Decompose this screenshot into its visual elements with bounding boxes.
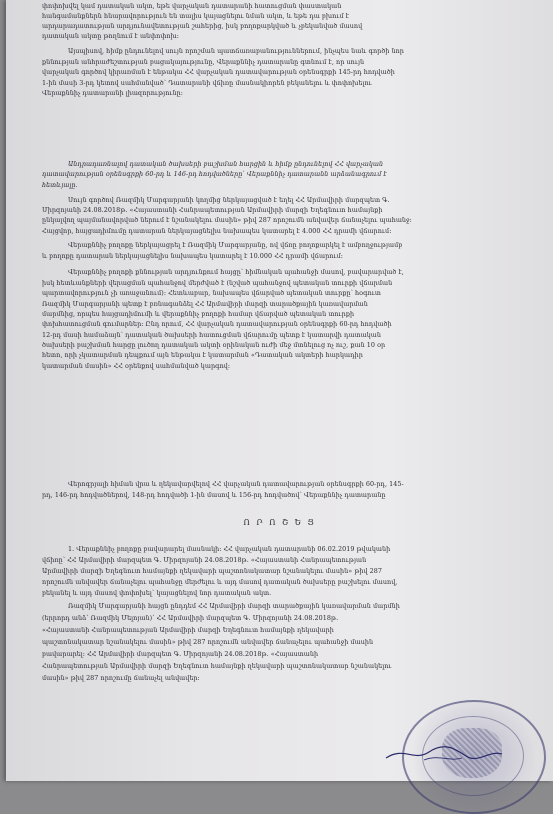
- text-line: հետո, որի չկատարման դեպքում այն ենթակա է կատարման «Դատական ակտերի հարկադիր: [42, 351, 363, 359]
- text-line: Վերաքննիչ բողոքը ներկայացրել է Ռազմիկ Մարգարյանը, ով վճռը բողոքարկել է ամբողջությամբ: [68, 241, 403, 249]
- text-line: Վերաքննիչ դատարանի լիազորությունը:: [42, 89, 183, 97]
- text-line: 1-ին մասի 3-րդ կետով սահմանված՝ Դատարանի վճիռը մասնակիորեն բեկանելու և փոփոխելու: [42, 79, 372, 87]
- text-line: փոխհատուցման գումարներ: Ընդ որում, ՀՀ վարչական դատավարության օրենսգրքի 60-րդ հոդվածի: [42, 320, 392, 328]
- text-line: Ռազմիկ Մարգարյանի հայցն ընդդեմ ՀՀ Արմավիրի մարզի տարածքային կառավարման մարմնի: [68, 602, 400, 610]
- text-line: Անդրադառնալով դատական ծախսերի բաշխման հարցին և հիմք ընդունելով ՀՀ վարչական: [68, 160, 384, 168]
- text-line: բեկանել և այդ մասով փոփոխել՝ կայացնելով նոր դատական ակտ.: [42, 589, 272, 597]
- text-line: Հայցվոր, հայցադիմումը դատարան ներկայացնելիս նախապես կատարել է 4.000 ՀՀ դրամի վճարում:: [42, 227, 392, 235]
- text-line: մասին» թիվ 287 որոշումը ճանաչել անվավեր:: [42, 674, 200, 682]
- text-line: մարմնից, որպես հայցադիմումի և վերաքննիչ բողոքի համար վճարված պետական տուրքի: [42, 310, 355, 318]
- text-line: ծախսերի բաշխման հարցը լուծող դատական ակտի օրինական ուժի մեջ մտնելուց ոչ ուշ, քան 10 օր: [42, 341, 386, 349]
- text-line: և բողոքը դատարան ներկայացնելիս նախապես կատարել է 10.000 ՀՀ դրամի վճարում:: [42, 252, 343, 260]
- document-page: [6, 0, 553, 781]
- text-line: կատարման մասին» ՀՀ օրենքով սահմանված կարգով:: [42, 362, 231, 370]
- text-line: րդ, 146-րդ հոդվածներով, 148-րդ հոդվածի 1-ին մասով և 156-րդ հոդվածով՝ Վերաքննիչ դատարանը: [42, 491, 386, 499]
- text-line: Սույն գործով Ռազմիկ Մարգարյանի կողմից ներկայացված է եղել ՀՀ Արմավիրի մարզպետ Գ.: [68, 196, 390, 204]
- text-line: Այսպիսով, հիմք ընդունելով սույն որոշման պատճառաբանություններում, ինչպես նաև գործի նոր: [68, 47, 404, 55]
- text-line: (երրորդ անձ՝ Ռազմիկ Մելոյան)՝ ՀՀ Արմավիրի մարզպետ Գ. Միրզոյանի 24.08.2018թ.: [42, 614, 339, 622]
- text-line: հետևյալը.: [42, 181, 78, 189]
- text-line: ընկալվող պայմանավորված ներում է նշանակելու մասին» թիվ 287 որոշումն անվավեր ճանաչելու պահանջ:: [42, 216, 412, 224]
- text-line: քննության անհրաժեշտության բացակայությունը, Վերաքննիչ դատարանը գտնում է, որ սույն: [42, 58, 365, 66]
- text-line: Միրզոյանի 24.08.2018թ. «Հայաստանի Հանրապետության Արմավիրի մարզի Եղեգնուտ համայնքի: [42, 206, 383, 214]
- text-line: Արմավիրի մարզի Եղեգնուտ համայնքի ղեկավարի պաշտոնակատար նշանակելու մասին» թիվ 287: [42, 567, 383, 575]
- text-line: պաշտոնակատար նշանակելու մասին» թիվ 287 որոշումն անվավեր ճանաչելու պահանջի մասին: [42, 638, 374, 646]
- text-line: փոփոխվել կամ դատական ակտ, եթե վարչական դատարանի հատուցման փաստական: [42, 2, 342, 10]
- signature: [384, 744, 504, 764]
- text-line: արդարադատության արդյունավետության շահերից, իսկ բողոքարկված և չբեկանված մասով: [42, 22, 363, 30]
- text-line: Վերաքննիչ բողոքի քննության արդյունքում հայցը՝ հիմնական պահանջի մասով, բավարարված է,: [68, 268, 404, 276]
- text-line: 1. Վերաքննիչ բողոքը բավարարել մասնակի: ՀՀ վարչական դատարանի 06.02.2019 թվականի: [68, 545, 391, 553]
- text-line: վարչական գործով կիրառման է ենթակա ՀՀ վարչական դատավարության օրենսգրքի 145-րդ հոդվածի: [42, 68, 395, 76]
- text-line: «Հայաստանի Հանրապետության Արմավիրի մարզի Եղեգնուտ համայնքի ղեկավարի: [42, 626, 334, 634]
- text-line: բավարարել: ՀՀ Արմավիրի մարզպետ Գ. Միրզոյանի 24.08.2018թ. «Հայաստանի: [42, 650, 319, 658]
- text-line: պարտավորություն չի առաջանում): Հետևաբար, նախապես վճարված պետական տուրքը՝ հօգուտ: [42, 289, 381, 297]
- text-line: հանգամանքներն հնարավորություն են տալիս կայացնելու նման ակտ, և եթե դա բխում է: [42, 12, 350, 20]
- text-line: վճիռը՝ ՀՀ Արմավիրի մարզպետ Գ. Միրզոյանի 24.08.2018թ. «Հայաստանի Հանրապետության: [42, 556, 367, 564]
- text-line: դատավարության օրենսգրքի 60-րդ և 146-րդ հոդվածները՝ Վերաքննիչ դատարանն արձանագրում է: [42, 170, 387, 178]
- text-line: Հանրապետության Արմավիրի մարզի Եղեգնուտ համայնքի ղեկավարի պաշտոնակատար նշանակելու: [42, 662, 392, 670]
- text-line: 12-րդ մասի համաձայն՝ դատական ծախսերի հատուցման վճարումը պետք է կատարվի դատական: [42, 331, 381, 339]
- text-line: Վերոգրյալի հիման վրա և ղեկավարվելով ՀՀ վարչական դատավարության օրենսգրքի 60-րդ, 145-: [68, 480, 404, 488]
- decision-heading: Ո Ր Ո Շ Ե Ց: [243, 518, 316, 527]
- text-line: իսկ հետևանքների վերացման պահանջով մերժված է (նշված պահանջով պետական տուրքի վճարման: [42, 279, 393, 287]
- text-line: Ռազմիկ Մարգարյանի պետք է բռնագանձել ՀՀ Արմավիրի մարզի տարածքային կառավարման: [42, 300, 368, 308]
- text-line: դատական ակտը թողնում է անփոփոխ:: [42, 32, 180, 40]
- text-line: որոշումն անվավեր ճանաչելու պահանջը մերժելու և այդ մասով դատական ծախսերը բաշխելու մասով,: [42, 578, 398, 586]
